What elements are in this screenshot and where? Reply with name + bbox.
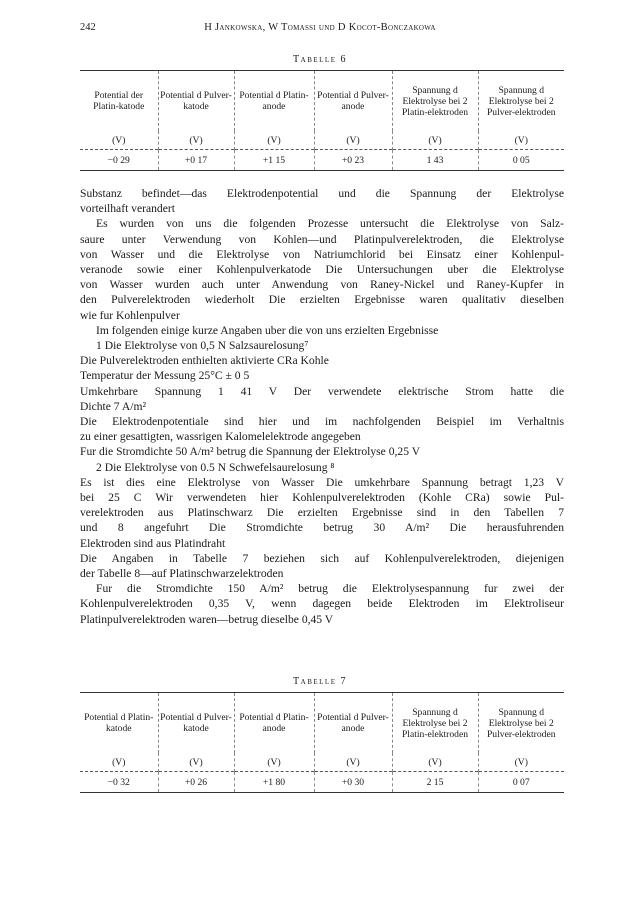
- table6-value-6: 0 05: [478, 150, 564, 171]
- body-line: den Pulverelektroden wiederholt Die erzielten Ergebnisse waren qualitativ dieselben: [80, 293, 564, 307]
- table7-unit-4: (V): [314, 753, 392, 772]
- table7-unit-2: (V): [158, 753, 234, 772]
- body-line: wie fur Kohlenpulver: [80, 308, 180, 322]
- table6-header-6: Spannung d Elektrolyse bei 2 Pulver-elektroden: [478, 71, 564, 132]
- body-text: [80, 186, 564, 627]
- table7-unit-3: (V): [234, 753, 314, 772]
- table6-unit-5: (V): [392, 131, 478, 150]
- body-line: bei 25 C Wir verwendeten hier Kohlenpulverelektroden (Kohle CRa) sowie Pul-: [80, 491, 564, 505]
- table7-header-4: Potential d Pulver-anode: [314, 693, 392, 754]
- body-line: 1 Die Elektrolyse von 0,5 N Salzsaurelosung⁷: [96, 339, 309, 353]
- body-line: Elektroden sind aus Platindraht: [80, 536, 226, 550]
- body-line: und 8 angefuhrt Die Stromdichte betrug 30 A/m² Die herausfuhrenden: [80, 521, 564, 535]
- table6-header-3: Potential d Platin-anode: [234, 71, 314, 132]
- table6-unit-1: (V): [112, 134, 126, 146]
- table7-header-5: Spannung d Elektrolyse bei 2 Platin-elektroden: [392, 693, 478, 754]
- table6-header-4: Potential d Pulver-anode: [314, 71, 392, 132]
- body-line: verelektroden aus Platinschwarz Die erzielten Ergebnisse sind in den Tabellen 7: [80, 506, 564, 520]
- body-line: Kohlenpulverelektroden 0,35 V, wenn dagegen beide Elektroden im Elektroliseur: [80, 597, 564, 611]
- table6-value-5: 1 43: [392, 150, 478, 171]
- body-line: veranode sowie einer Kohlenpulverkatode Die Untersuchungen uber die Elektrolyse: [80, 263, 564, 277]
- table7-caption: Tabelle 7: [293, 676, 347, 687]
- body-line: vorteilhaft verandert: [80, 202, 175, 216]
- table6-value-1: −0 29: [80, 150, 158, 171]
- body-line: Die Pulverelektroden enthielten aktivierte CRa Kohle: [80, 354, 329, 368]
- body-line: 2 Die Elektrolyse von 0.5 N Schwefelsaurelosung ⁸: [96, 460, 335, 474]
- table6-unit-2: (V): [158, 131, 234, 150]
- table7-header-2: Potential d Pulver-katode: [158, 693, 234, 754]
- table7-unit-1: (V): [112, 756, 126, 768]
- body-line: Es ist dies eine Elektrolyse von Wasser Die umkehrbare Spannung betragt 1,23 V: [80, 475, 564, 489]
- table7-unit-6: (V): [478, 753, 564, 772]
- table7-header-6: Spannung d Elektrolyse bei 2 Pulver-elektroden: [478, 693, 564, 754]
- body-line: zu einer gesattigten, wassrigen Kalomelelektrode angegeben: [80, 430, 361, 444]
- table7-header-1: Potential d Platin-katode: [80, 693, 158, 754]
- body-line: Es wurden von uns die folgenden Prozesse untersucht die Elektrolyse von Salz-: [96, 217, 564, 231]
- table6-unit-4: (V): [314, 131, 392, 150]
- table7-value-4: +0 30: [314, 772, 392, 793]
- table6-value-2: +0 17: [158, 150, 234, 171]
- body-line: Die Angaben in Tabelle 7 beziehen sich auf Kohlenpulverelektroden, diejenigen: [80, 551, 564, 565]
- table6-unit-3: (V): [234, 131, 314, 150]
- table6-header-5: Spannung d Elektrolyse bei 2 Platin-elektroden: [392, 71, 478, 132]
- body-line: Die Elektrodenpotentiale sind hier und im nachfolgenden Beispiel im Verhaltnis: [80, 415, 564, 429]
- table7-value-1: −0 32: [80, 772, 158, 793]
- body-line: Im folgenden einige kurze Angaben uber die von uns erzielten Ergebnisse: [96, 323, 439, 337]
- body-line: Platinpulverelektroden waren—betrug dieselbe 0,45 V: [80, 612, 334, 626]
- table6-header-2: Potential d Pulver-katode: [158, 71, 234, 132]
- table-7: [80, 692, 564, 793]
- page-number: 242: [80, 22, 96, 33]
- running-head-authors: H Jankowska, W Tomassi und D Kocot-Bonczakowa: [204, 22, 436, 33]
- table7-value-2: +0 26: [158, 772, 234, 793]
- body-line: Umkehrbare Spannung 1 41 V Der verwendete elektrische Strom hatte die: [80, 384, 564, 398]
- table6-value-4: +0 23: [314, 150, 392, 171]
- body-line: Fur die Stromdichte 150 A/m² betrug die Elektrolysespannung fur zwei der: [96, 582, 564, 596]
- table7-unit-5: (V): [392, 753, 478, 772]
- body-line: Fur die Stromdichte 50 A/m² betrug die Spannung der Elektrolyse 0,25 V: [80, 445, 421, 459]
- body-line: Temperatur der Messung 25°C ± 0 5: [80, 369, 250, 383]
- table7-value-6: 0 07: [478, 772, 564, 793]
- table-6: [80, 70, 564, 171]
- body-line: Substanz befindet—das Elektrodenpotential und die Spannung der Elektrolyse: [80, 187, 564, 200]
- table7-value-5: 2 15: [392, 772, 478, 793]
- body-line: saure unter Verwendung von Kohlen—und Platinpulverelektroden, die Elektrolyse: [80, 232, 564, 246]
- body-line: von Wasser und die Elektrolyse von Natriumchlorid bei Einsatz einer Kohlenpul-: [80, 247, 564, 261]
- table7-value-3: +1 80: [234, 772, 314, 793]
- body-line: von Wasser wurden auch unter Anwendung von Raney-Nickel und Raney-Kupfer in: [80, 278, 564, 292]
- table6-header-1: Potential der Platin-katode: [80, 71, 158, 132]
- body-line: Dichte 7 A/m²: [80, 399, 146, 413]
- table7-header-3: Potential d Platin-anode: [234, 693, 314, 754]
- page-header: [80, 22, 560, 38]
- table6-unit-6: (V): [478, 131, 564, 150]
- table6-value-3: +1 15: [234, 150, 314, 171]
- table6-caption: Tabelle 6: [293, 54, 347, 65]
- body-line: der Tabelle 8—auf Platinschwarzelektroden: [80, 567, 284, 581]
